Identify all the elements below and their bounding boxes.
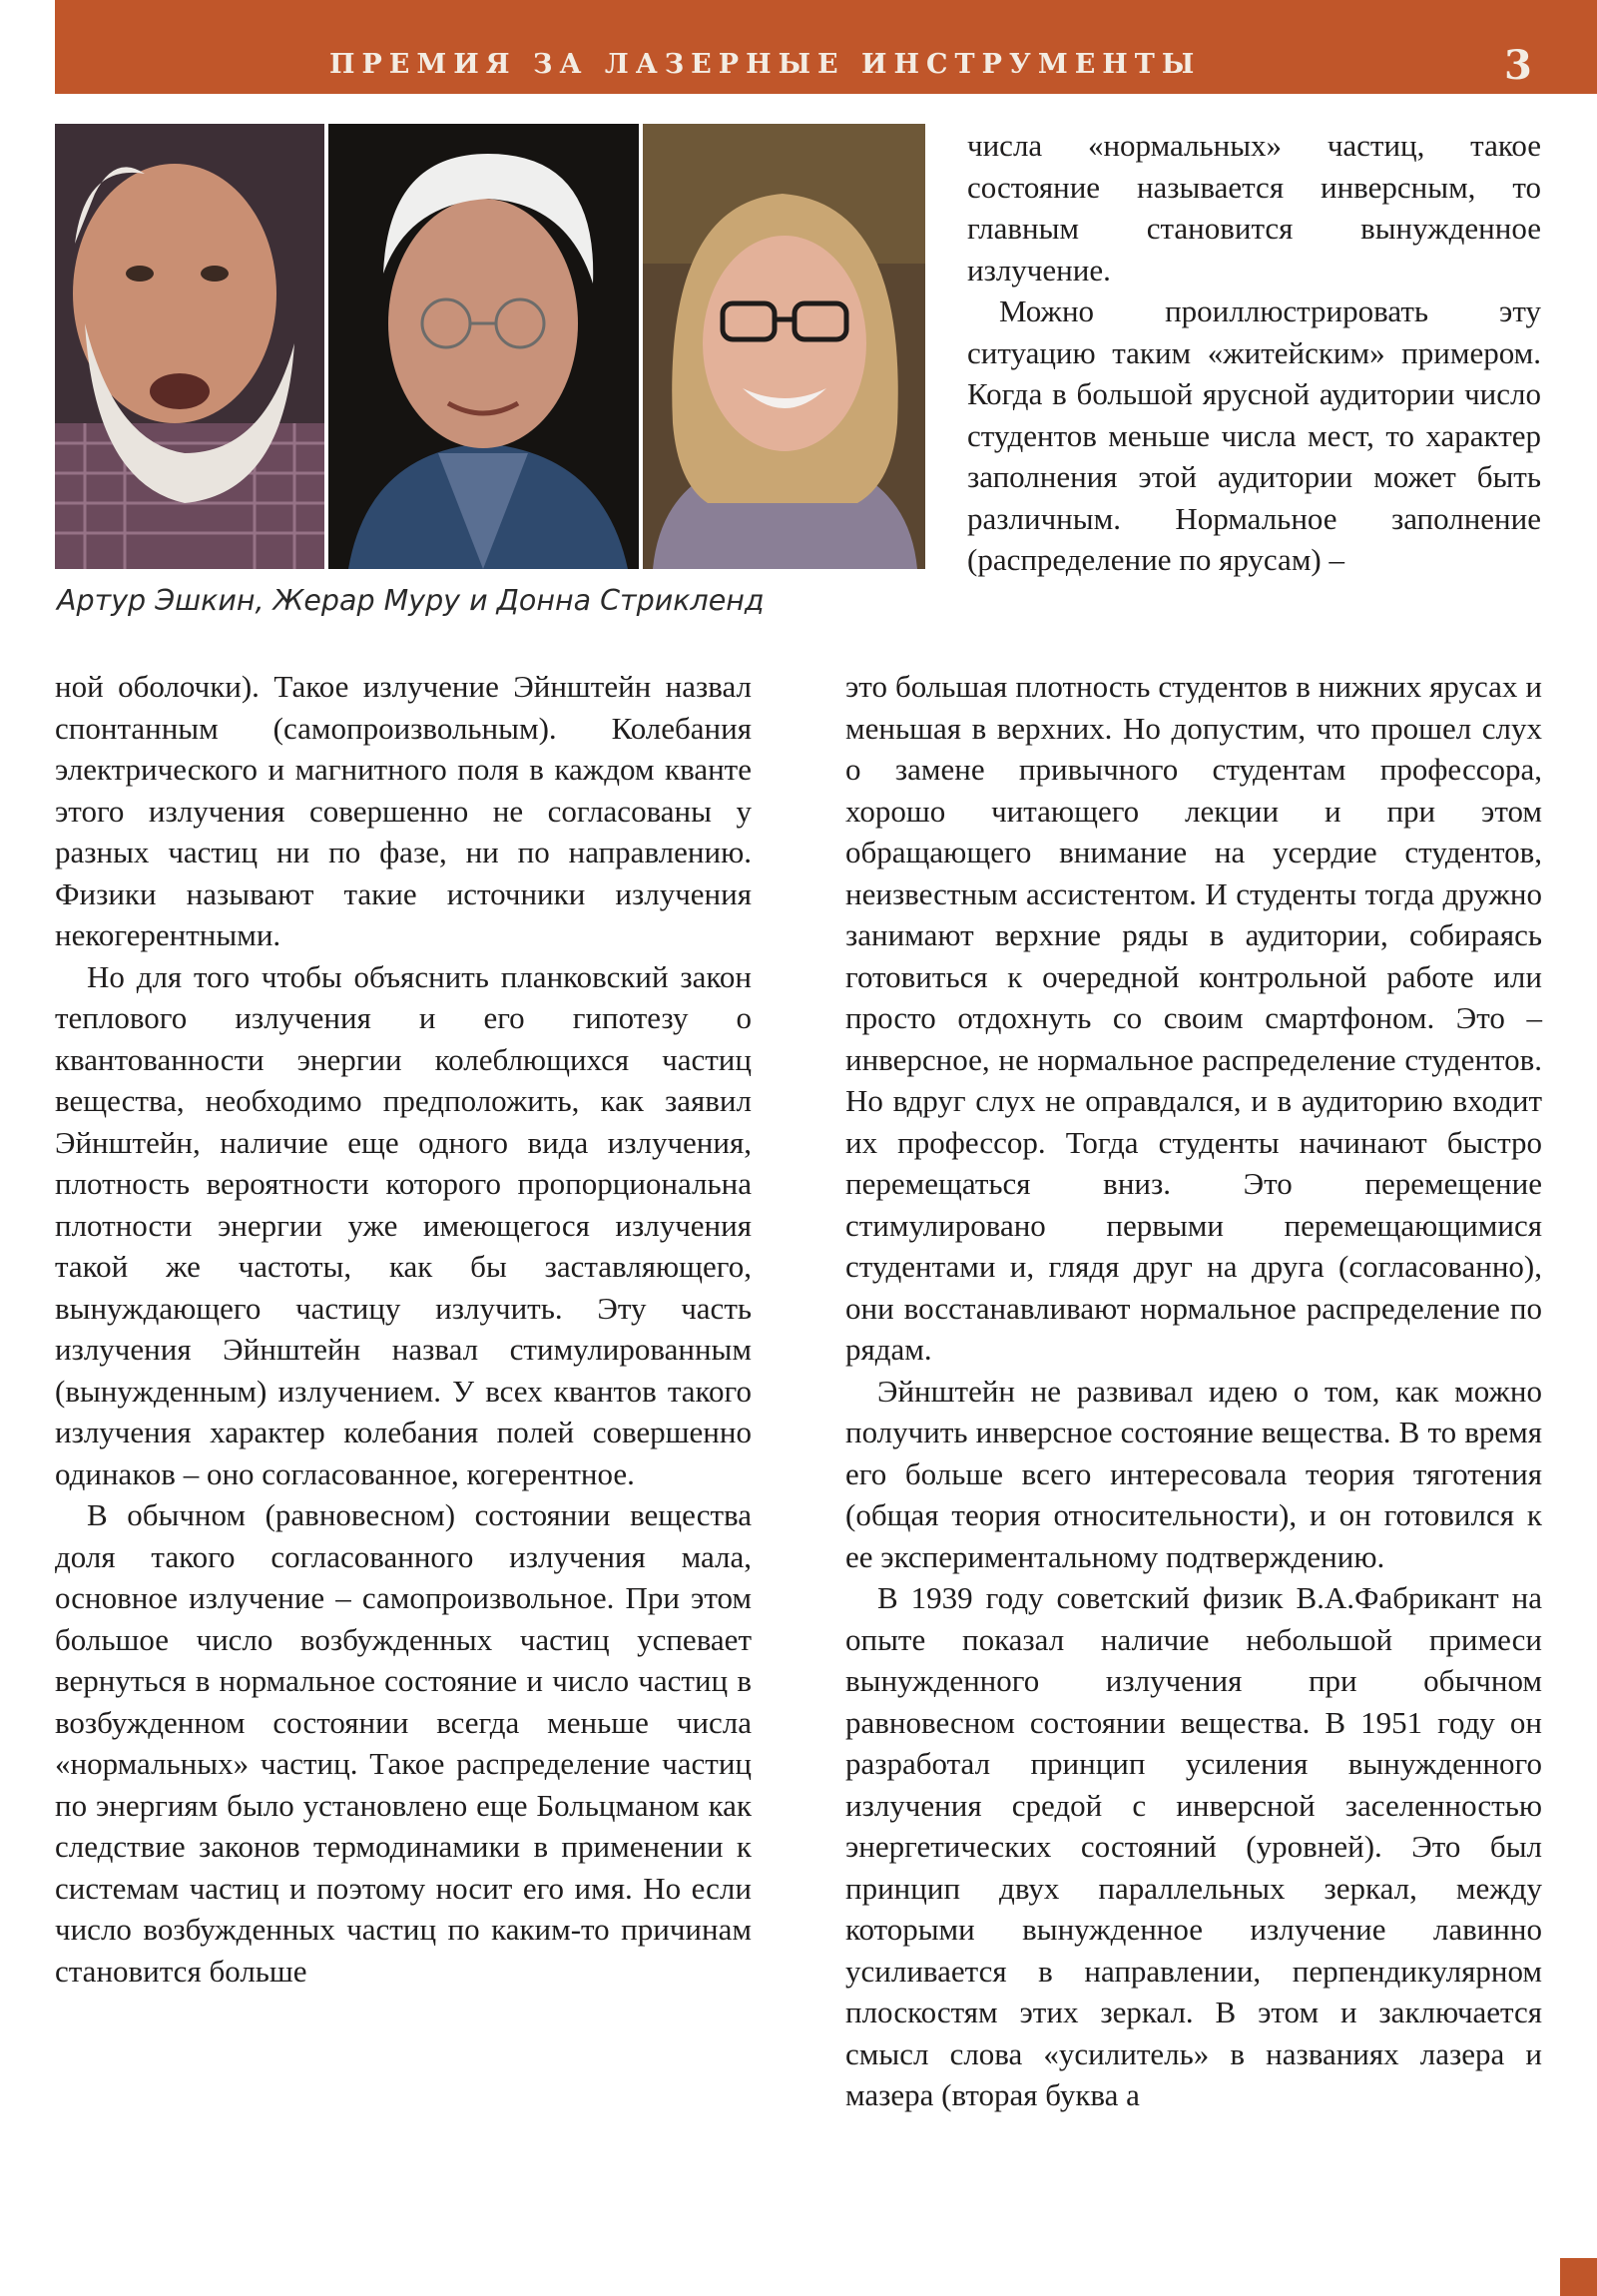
photo-donna-strickland [643,124,925,569]
page-corner-marker [1560,2258,1597,2296]
article-column-right [845,666,1542,2116]
article-column-left [55,666,752,1992]
paragraph: Эйнштейн не развивал идею о том, как можно получить инверсное состояние вещества. В то время его больше всего интересовала теория тяготения (общая теория относительности), и он готовился к ее экспериментальному подтверждению. [845,1373,1542,1574]
laureates-photo-strip [55,124,925,569]
page-number: 3 [1504,42,1532,89]
paragraph: Можно проиллюстрировать эту ситуацию таким «житейским» примером. Когда в большой ярусной аудитории число студентов меньше числа мест, то характер заполнения этой аудитории может быть различным. Нормальное заполнение (распределение по ярусам) – [967,293,1541,577]
paragraph: В обычном (равновесном) состоянии вещества доля такого согласованного излучения мала, основное излучение – самопроизвольное. При этом большое число возбужденных частиц успевает вернуться в нормальное состояние и число частиц в возбужденном состоянии всегда меньше числа «нормальных» частиц. Такое распределение частиц по энергиям было установлено еще Больцманом как следствие законов термодинамики в применении к системам частиц и поэтому носит его имя. Но если число возбужденных частиц по каким-то причинам становится больше [55,1497,752,1989]
paragraph: это большая плотность студентов в нижних ярусах и меньшая в верхних. Но допустим, что прошел слух о замене привычного студентам профессора, хорошо читающего лекции и при этом обращающего внимание на усердие студентов, неизвестным ассистентом. И студенты тогда дружно занимают верхние ряды в аудитории, собираясь готовиться к очередной контрольной работе или просто отдохнуть со своим смартфоном. Это – инверсное, не нормальное распределение студентов. Но вдруг слух не оправдался, и в аудиторию входит их профессор. Тогда студенты начинают быстро перемещаться вниз. Это перемещение стимулировано первыми перемещающимися студентами и, глядя друг на друга (согласованно), они восстанавливают нормальное распределение по рядам. [845,669,1542,1367]
photo-caption: Артур Эшкин, Жерар Муру и Донна Стрикленд [57,584,765,617]
paragraph: В 1939 году советский физик В.А.Фабрикант на опыте показал наличие небольшой примеси вынужденного излучения при обычном равновесном состоянии вещества. В 1951 году он разработал принцип усиления вынужденного излучения средой с инверсной заселенностью энергетических состояний (уровней). Это был принцип двух параллельных зеркал, между которыми вынужденное излучение лавинно усиливается в направлении, перпендикулярном плоскостям этих зеркал. В этом и заключается смысл слова «усилитель» в названиях лазера и мазера (вторая буква а [845,1580,1542,2112]
paragraph: ной оболочки). Такое излучение Эйнштейн назвал спонтанным (самопроизвольным). Колебания электрического и магнитного поля в каждом кванте этого излучения совершенно не согласованы у разных частиц ни по фазе, ни по направлению. Физики называют такие источники излучения некогерентными. [55,669,752,952]
photo-gerard-mourou [328,124,639,569]
paragraph: Но для того чтобы объяснить планковский закон теплового излучения и его гипотезу о квантованности энергии колеблющихся частиц вещества, необходимо предположить, как заявил Эйнштейн, наличие еще одного вида излучения, плотность вероятности которого пропорциональна плотности энергии уже имеющегося излучения такой же частоты, как бы заставляющего, вынуждающего частицу излучить. Эту часть излучения Эйнштейн назвал стимулированным (вынужденным) излучением. У всех квантов такого излучения характер колебания полей совершенно одинаков – оно согласованное, когерентное. [55,958,752,1491]
paragraph: числа «нормальных» частиц, такое состояние называется инверсным, то главным становится вынужденное излучение. [967,128,1541,287]
photo-arthur-ashkin [55,124,324,569]
article-column-right-top [967,125,1541,581]
running-title: ПРЕМИЯ ЗА ЛАЗЕРНЫЕ ИНСТРУМЕНТЫ [329,49,1202,80]
